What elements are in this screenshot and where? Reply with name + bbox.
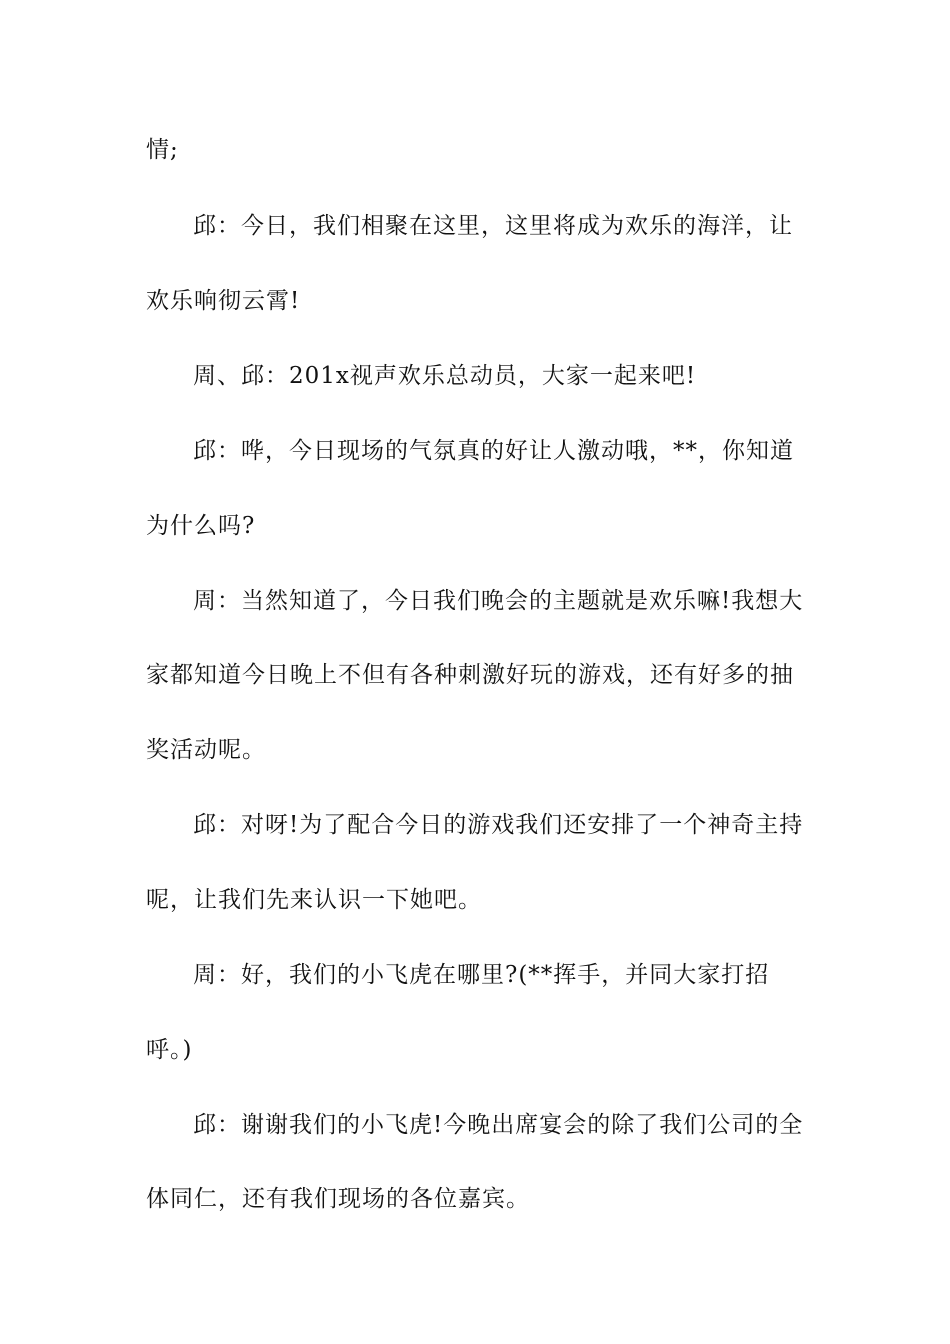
text-line: 邱：对呀!为了配合今日的游戏我们还安排了一个神奇主持 <box>193 812 804 838</box>
text-line: 奖活动呢。 <box>146 737 266 763</box>
text-line: 为什么吗? <box>146 513 256 539</box>
text-line: 家都知道今日晚上不但有各种刺激好玩的游戏，还有好多的抽 <box>146 662 794 688</box>
text-line: 欢乐响彻云霄! <box>146 288 301 314</box>
text-line: 邱：今日，我们相聚在这里，这里将成为欢乐的海洋，让 <box>193 213 793 239</box>
text-line: 邱：谢谢我们的小飞虎!今晚出席宴会的除了我们公司的全 <box>193 1112 804 1138</box>
text-line: 呢，让我们先来认识一下她吧。 <box>146 887 482 913</box>
text-line: 周、邱：201x视声欢乐总动员，大家一起来吧! <box>193 363 697 389</box>
text-line: 周：好，我们的小飞虎在哪里?(**挥手，并同大家打招 <box>193 962 770 988</box>
text-line: 周：当然知道了，今日我们晚会的主题就是欢乐嘛!我想大 <box>193 588 804 614</box>
text-line: 呼。) <box>146 1037 193 1063</box>
text-line: 邱：哗，今日现场的气氛真的好让人激动哦，**，你知道 <box>193 438 794 464</box>
text-line: 情; <box>146 137 179 163</box>
text-line: 体同仁，还有我们现场的各位嘉宾。 <box>146 1186 530 1212</box>
